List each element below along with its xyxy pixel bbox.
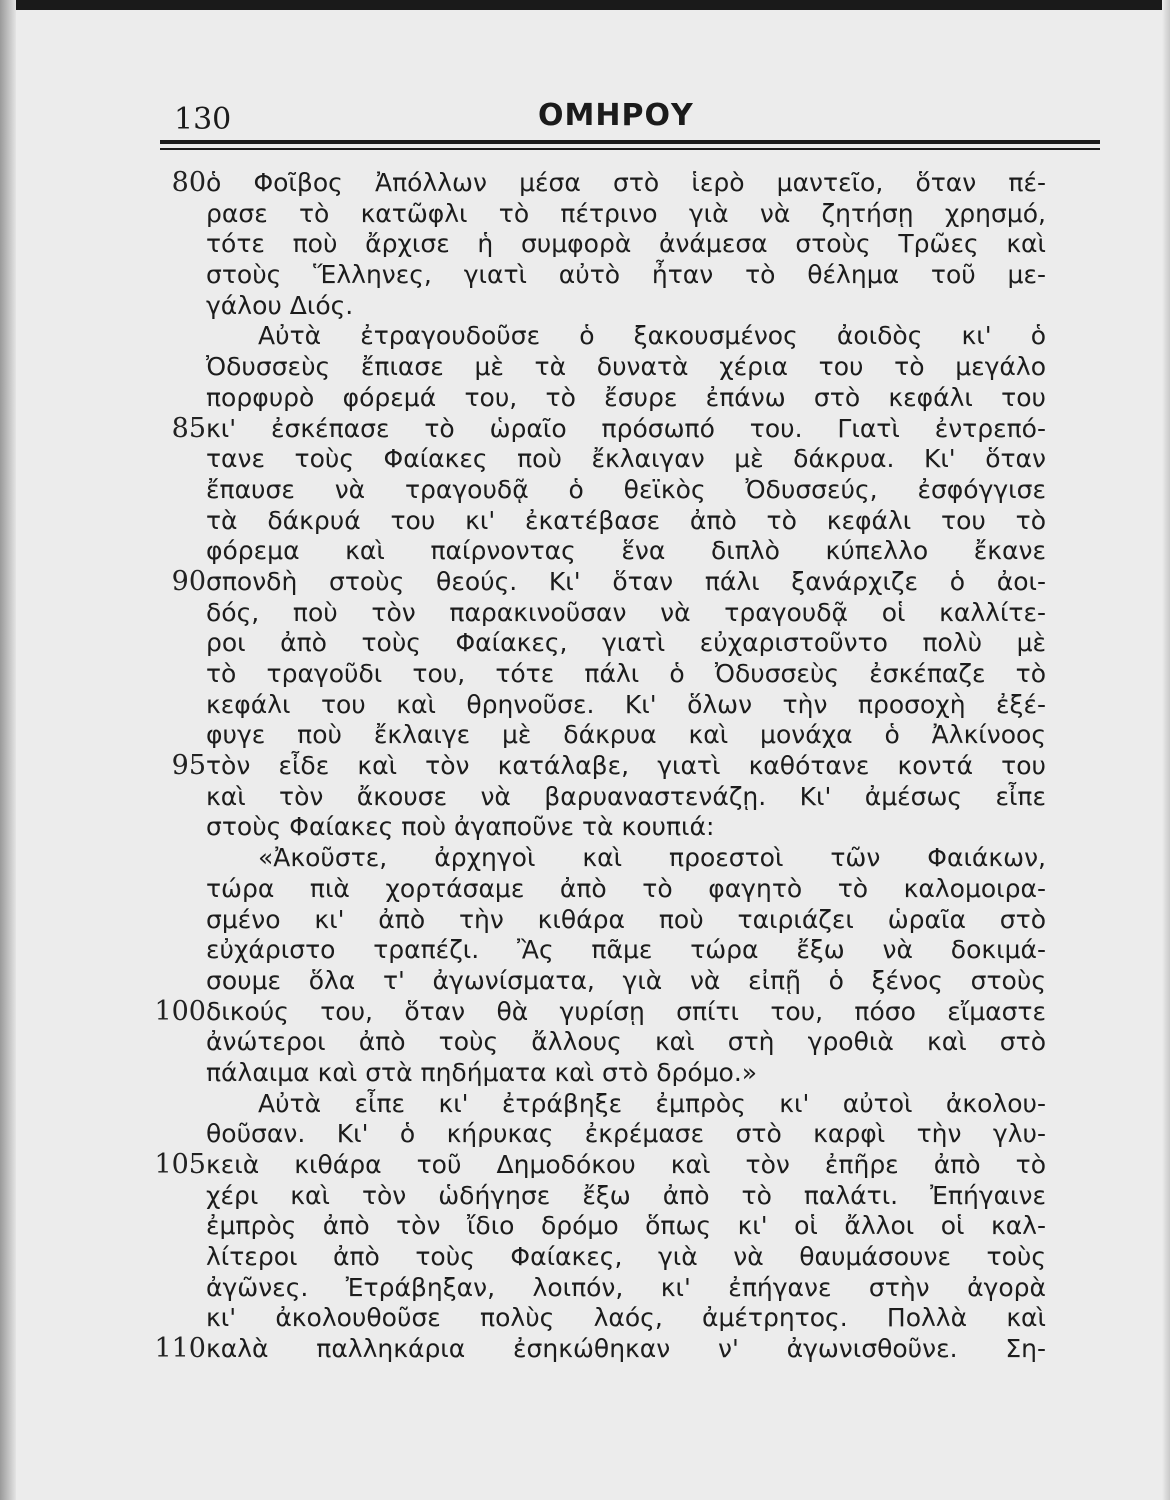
text-line [0, 966, 1170, 997]
line-text: κειὰ κιθάρα τοῦ Δημοδόκου καὶ τὸν ἐπῆρε ἀπὸ τὸ [206, 1150, 1046, 1179]
text-line [0, 1027, 1170, 1058]
text-line [0, 720, 1170, 751]
line-text: τὰ δάκρυά του κι' ἐκατέβασε ἀπὸ τὸ κεφάλι του τὸ [206, 505, 1046, 535]
line-text: τανε τοὺς Φαίακες ποὺ ἔκλαιγαν μὲ δάκρυα. Κι' ὅταν [206, 444, 1046, 474]
line-text: τὸ τραγοῦδι του, τότε πάλι ὁ Ὀδυσσεὺς ἐσκέπαζε τὸ [206, 659, 1046, 688]
line-text: ρασε τὸ κατῶφλι τὸ πέτρινο γιὰ νὰ ζητήσῃ χρησμό, [206, 198, 1046, 228]
text-line [0, 812, 1170, 843]
page-number: 130 [174, 102, 232, 137]
line-text: καὶ τὸν ἄκουσε νὰ βαρυαναστενάζῃ. Κι' ἀμέσως εἶπε [206, 781, 1046, 811]
text-line [0, 1211, 1170, 1242]
line-text: στοὺς Φαίακες ποὺ ἀγαποῦνε τὰ κουπιά: [206, 812, 715, 842]
text-line [0, 1058, 1170, 1089]
text-line [0, 1119, 1170, 1150]
text-line [0, 199, 1170, 230]
line-number: 110 [154, 1333, 206, 1365]
line-text: εὐχάριστο τραπέζι. Ἂς πᾶμε τώρα ἔξω νὰ δοκιμά- [206, 935, 1046, 965]
text-line [0, 229, 1170, 260]
text-line [0, 383, 1170, 414]
text-line [0, 690, 1170, 721]
line-text: Αὐτὰ εἶπε κι' ἐτράβηξε ἐμπρὸς κι' αὐτοὶ ἀκολου- [258, 1088, 1046, 1118]
line-number: 105 [154, 1149, 206, 1180]
line-number: 80 [171, 167, 206, 198]
line-text: στοὺς Ἕλληνες, γιατὶ αὐτὸ ἦταν τὸ θέλημα τοῦ με- [206, 260, 1046, 290]
line-text: ὁ Φοῖβος Ἀπόλλων μέσα στὸ ἱερὸ μαντεῖο, ὅταν πέ- [206, 168, 1046, 197]
line-text: ἐμπρὸς ἀπὸ τὸν ἴδιο δρόμο ὅπως κι' οἱ ἄλλοι οἱ καλ- [206, 1211, 1046, 1241]
text-line [0, 628, 1170, 659]
text-line [0, 874, 1170, 905]
line-text: γάλου Διός. [206, 290, 354, 320]
text-line [0, 506, 1170, 537]
line-number: 95 [171, 750, 206, 782]
line-text: φυγε ποὺ ἔκλαιγε μὲ δάκρυα καὶ μονάχα ὁ Ἀλκίνοος [206, 720, 1046, 750]
text-line [0, 751, 1170, 782]
text-line [0, 567, 1170, 598]
text-line [0, 414, 1170, 445]
text-line [0, 1303, 1170, 1334]
text-line [0, 905, 1170, 936]
text-line [0, 260, 1170, 291]
text-line [0, 321, 1170, 352]
line-text: τώρα πιὰ χορτάσαμε ἀπὸ τὸ φαγητὸ τὸ καλομοιρα- [206, 873, 1046, 903]
text-line [0, 1150, 1170, 1181]
header-rule-thick [160, 140, 1100, 144]
line-text: ροι ἀπὸ τοὺς Φαίακες, γιατὶ εὐχαριστοῦντο πολὺ μὲ [206, 628, 1046, 658]
line-number: 90 [171, 565, 206, 597]
line-text: σμένο κι' ἀπὸ τὴν κιθάρα ποὺ ταιριάζει ὡραῖα στὸ [206, 904, 1046, 934]
line-text: κεφάλι του καὶ θρηνοῦσε. Κι' ὅλων τὴν προσοχὴ ἐξέ- [206, 689, 1046, 719]
text-line [0, 291, 1170, 322]
header-rule-thin [160, 148, 1100, 150]
line-text: ἔπαυσε νὰ τραγουδᾷ ὁ θεϊκὸς Ὀδυσσεύς, ἐσφόγγισε [206, 474, 1046, 504]
line-text: τὸν εἶδε καὶ τὸν κατάλαβε, γιατὶ καθότανε κοντά του [206, 751, 1046, 781]
line-text: δικούς του, ὅταν θὰ γυρίσῃ σπίτι του, πόσο εἴμαστε [206, 996, 1046, 1026]
line-text: θοῦσαν. Κι' ὁ κήρυκας ἐκρέμασε στὸ καρφὶ τὴν γλυ- [206, 1119, 1046, 1149]
line-text: σπονδὴ στοὺς θεούς. Κι' ὅταν πάλι ξανάρχιζε ὁ ἀοι- [206, 566, 1046, 596]
text-line [0, 1273, 1170, 1304]
line-text: λίτεροι ἀπὸ τοὺς Φαίακες, γιὰ νὰ θαυμάσουνε τοὺς [206, 1242, 1046, 1272]
scan-top-border [0, 0, 1170, 10]
text-line [0, 598, 1170, 629]
line-text: Ὀδυσσεὺς ἔπιασε μὲ τὰ δυνατὰ χέρια του τὸ μεγάλο [206, 352, 1046, 382]
running-title: ΟΜΗΡΟΥ [538, 98, 694, 133]
text-line [0, 1089, 1170, 1120]
text-line [0, 1242, 1170, 1273]
line-text: δός, ποὺ τὸν παρακινοῦσαν νὰ τραγουδᾷ οἱ καλλίτε- [206, 597, 1046, 627]
text-line [0, 843, 1170, 874]
line-text: πορφυρὸ φόρεμά του, τὸ ἔσυρε ἐπάνω στὸ κεφάλι του [206, 382, 1046, 412]
line-text: πάλαιμα καὶ στὰ πηδήματα καὶ στὸ δρόμο.» [206, 1057, 758, 1087]
line-number: 85 [171, 412, 206, 444]
line-text: κι' ἐσκέπασε τὸ ὡραῖο πρόσωπό του. Γιατὶ ἐντρεπό- [206, 413, 1046, 443]
text-line [0, 782, 1170, 813]
line-text: φόρεμα καὶ παίρνοντας ἕνα διπλὸ κύπελλο ἔκανε [206, 536, 1046, 566]
body-text [0, 168, 1170, 1365]
text-line [0, 444, 1170, 475]
line-number: 100 [154, 995, 206, 1027]
text-line [0, 935, 1170, 966]
text-line [0, 475, 1170, 506]
line-text: Αὐτὰ ἐτραγουδοῦσε ὁ ξακουσμένος ἀοιδὸς κι' ὁ [258, 321, 1046, 351]
line-text: τότε ποὺ ἄρχισε ἡ συμφορὰ ἀνάμεσα στοὺς Τρῶες καὶ [206, 229, 1046, 259]
line-text: σουμε ὅλα τ' ἀγωνίσματα, γιὰ νὰ εἰπῇ ὁ ξένος στοὺς [206, 965, 1046, 995]
line-text: ἀνώτεροι ἀπὸ τοὺς ἄλλους καὶ στὴ γροθιὰ καὶ στὸ [206, 1027, 1046, 1057]
line-text: καλὰ παλληκάρια ἐσηκώθηκαν ν' ἀγωνισθοῦνε. Ση- [206, 1334, 1046, 1364]
line-text: χέρι καὶ τὸν ὡδήγησε ἔξω ἀπὸ τὸ παλάτι. Ἐπήγαινε [206, 1180, 1046, 1210]
line-text: κι' ἀκολουθοῦσε πολὺς λαός, ἀμέτρητος. Πολλὰ καὶ [206, 1303, 1046, 1333]
text-line [0, 352, 1170, 383]
text-line [0, 1181, 1170, 1212]
text-line [0, 1334, 1170, 1365]
text-line [0, 659, 1170, 690]
text-line [0, 536, 1170, 567]
text-line [0, 168, 1170, 199]
line-text: «Ἀκοῦστε, ἀρχηγοὶ καὶ προεστοὶ τῶν Φαιάκων, [258, 843, 1046, 873]
text-line [0, 997, 1170, 1028]
line-text: ἀγῶνες. Ἐτράβηξαν, λοιπόν, κι' ἐπήγανε στὴν ἀγορὰ [206, 1272, 1046, 1302]
page-header [160, 98, 1100, 138]
